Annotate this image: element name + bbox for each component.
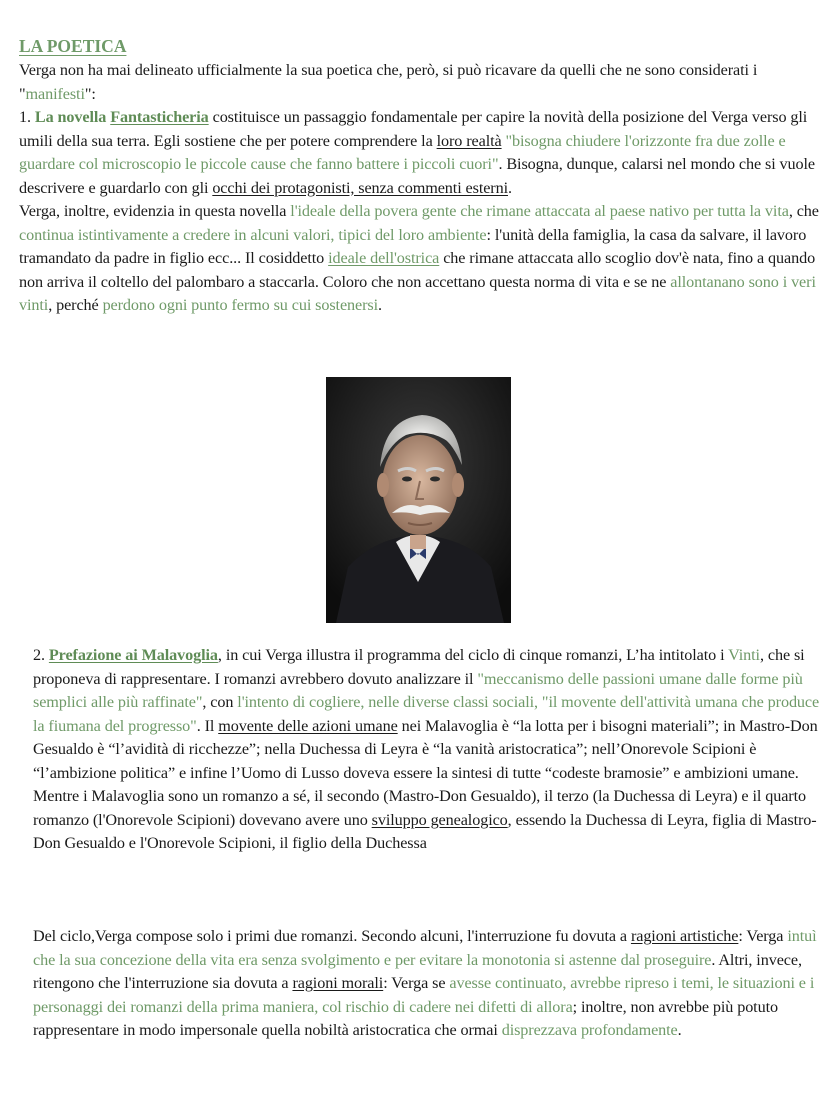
paragraph-text: . <box>378 296 382 314</box>
underlined-phrase: sviluppo genealogico <box>371 810 508 829</box>
highlighted-phrase: Vinti <box>728 646 760 664</box>
highlighted-phrase: l'ideale della povera gente che rimane attaccata al paese nativo per tutta la vita <box>290 202 789 220</box>
intro-text: Verga non ha mai delineato ufficialmente la sua poetica che, però, si può ricavare da quelli che ne sono considerati i " <box>19 61 758 103</box>
section-label-underlined: Fantasticheria <box>110 108 209 126</box>
portrait-illustration <box>326 377 511 623</box>
highlighted-phrase: avesse continuato, avrebbe ripreso i temi, le situazioni e i personaggi dei romanzi della prima maniera, col rischio di cadere nei difetti di allora <box>33 974 815 1016</box>
section-label: Prefazione ai Malavoglia <box>48 646 218 664</box>
highlighted-phrase: allontanano sono i veri vinti <box>19 272 816 314</box>
paragraph-text: , in cui Verga illustra il programma del ciclo di cinque romanzi, L’ha intitolato i <box>217 646 729 664</box>
paragraph-text: . Il <box>196 716 219 735</box>
section-number: 2. <box>33 646 49 664</box>
underlined-phrase: ragioni morali <box>292 974 384 992</box>
highlighted-phrase: continua istintivamente a credere in alcuni valori, tipici del loro ambiente <box>19 225 487 244</box>
intro-highlight: manifesti <box>25 84 85 103</box>
paragraph-text: , che si proponeva di rappresentare. I romanzi avrebbero dovuto analizzare il <box>33 646 805 688</box>
paragraph-text: costituisce un passaggio fondamentale per capire la novità della posizione del Verga verso gli umili della sua terra. Egli sostiene che per potere comprendere la <box>19 108 808 150</box>
paragraph-text: , con <box>202 693 238 711</box>
highlighted-quote: "bisogna chiudere l'orizzonte fra due zolle e guardare col microscopio le piccole cause che fanno battere i piccoli cuori" <box>19 131 786 173</box>
intro-paragraph <box>19 59 819 106</box>
section-2-continuation <box>33 925 825 1043</box>
highlighted-phrase: intuì che la sua concezione della vita era senza svolgimento e per evitare la monotonia si astenne dal proseguire <box>33 927 817 969</box>
underlined-phrase: occhi dei protagonisti, senza commenti esterni <box>212 178 508 197</box>
paragraph-text: . Altri, invece, ritengono che l'interruzione sia dovuta a <box>33 950 802 992</box>
paragraph-text: nei Malavoglia è “la lotta per i bisogni materiali”; in Mastro-Don Gesualdo è “l’avidità di ricchezze”; nella Duchessa di Leyra è “la vanità aristocratica”; nell’Onorevole Scipioni è “l’ambizione politica” e infine l’Uomo di Lusso doveva essere la sintesi di tutte “codeste bramosie” e ambizioni umane. Mentre i Malavoglia sono un romanzo a sé, il secondo (Mastro-Don Gesualdo), il terzo (la Duchessa di Leyra) e il quarto romanzo (l'Onorevole Scipioni) dovevano avere uno <box>33 716 818 829</box>
paragraph-text: : l'unità della famiglia, la casa da salvare, il lavoro tramandato da padre in figlio ecc... Il cosiddetto <box>19 225 807 267</box>
section-number: 1. <box>19 108 35 126</box>
highlighted-phrase: perdono ogni punto fermo su cui sostenersi <box>102 296 379 314</box>
paragraph-text: che rimane attaccata allo scoglio dov'è nata, fino a quando non arriva il coltello del palombaro a staccarla. Coloro che non accettano questa norma di vita e se ne <box>19 249 816 291</box>
section-1-paragraph <box>19 106 819 318</box>
highlighted-underlined-phrase: ideale dell'ostrica <box>328 249 440 267</box>
section-label: La novella <box>34 108 111 126</box>
paragraph-text: . <box>677 1021 682 1039</box>
paragraph-text: Verga, inoltre, evidenzia in questa novella <box>19 202 291 220</box>
paragraph-text: , essendo la Duchessa di Leyra, figlia di Mastro- Don Gesualdo e l'Onorevole Scipioni, il figlio della Duchessa <box>33 810 817 852</box>
intro-text-end: ": <box>84 84 96 103</box>
paragraph-text: Del ciclo,Verga compose solo i primi due romanzi. Secondo alcuni, l'interruzione fu dovuta a <box>33 927 631 945</box>
underlined-phrase: ragioni artistiche <box>630 927 739 945</box>
paragraph-text: ; inoltre, non avrebbe più potuto rappresentare in modo impersonale quella nobiltà aristocratica che ormai <box>33 997 778 1039</box>
paragraph-text: , perché <box>48 296 103 314</box>
highlighted-quote: "meccanismo delle passioni umane dalle forme più semplici alle più raffinate" <box>33 669 803 711</box>
page-title: LA POETICA <box>19 36 127 56</box>
paragraph-text: , che <box>788 202 819 220</box>
underlined-phrase: movente delle azioni umane <box>218 716 398 735</box>
paragraph-text: . <box>508 178 512 197</box>
paragraph-text: : Verga <box>738 927 788 945</box>
portrait-photo <box>326 377 511 623</box>
paragraph-text: : Verga se <box>383 974 450 992</box>
underlined-phrase: loro realtà <box>436 131 502 150</box>
section-2-paragraph <box>33 644 823 856</box>
paragraph-text: . Bisogna, dunque, calarsi nel mondo che si vuole descrivere e guardarlo con gli <box>19 155 816 197</box>
highlighted-quote: l'intento di cogliere, nelle diverse classi sociali, "il movente dell'attività umana che produce la fiumana del progresso" <box>33 693 820 735</box>
highlighted-phrase: disprezzava profondamente <box>501 1021 678 1039</box>
